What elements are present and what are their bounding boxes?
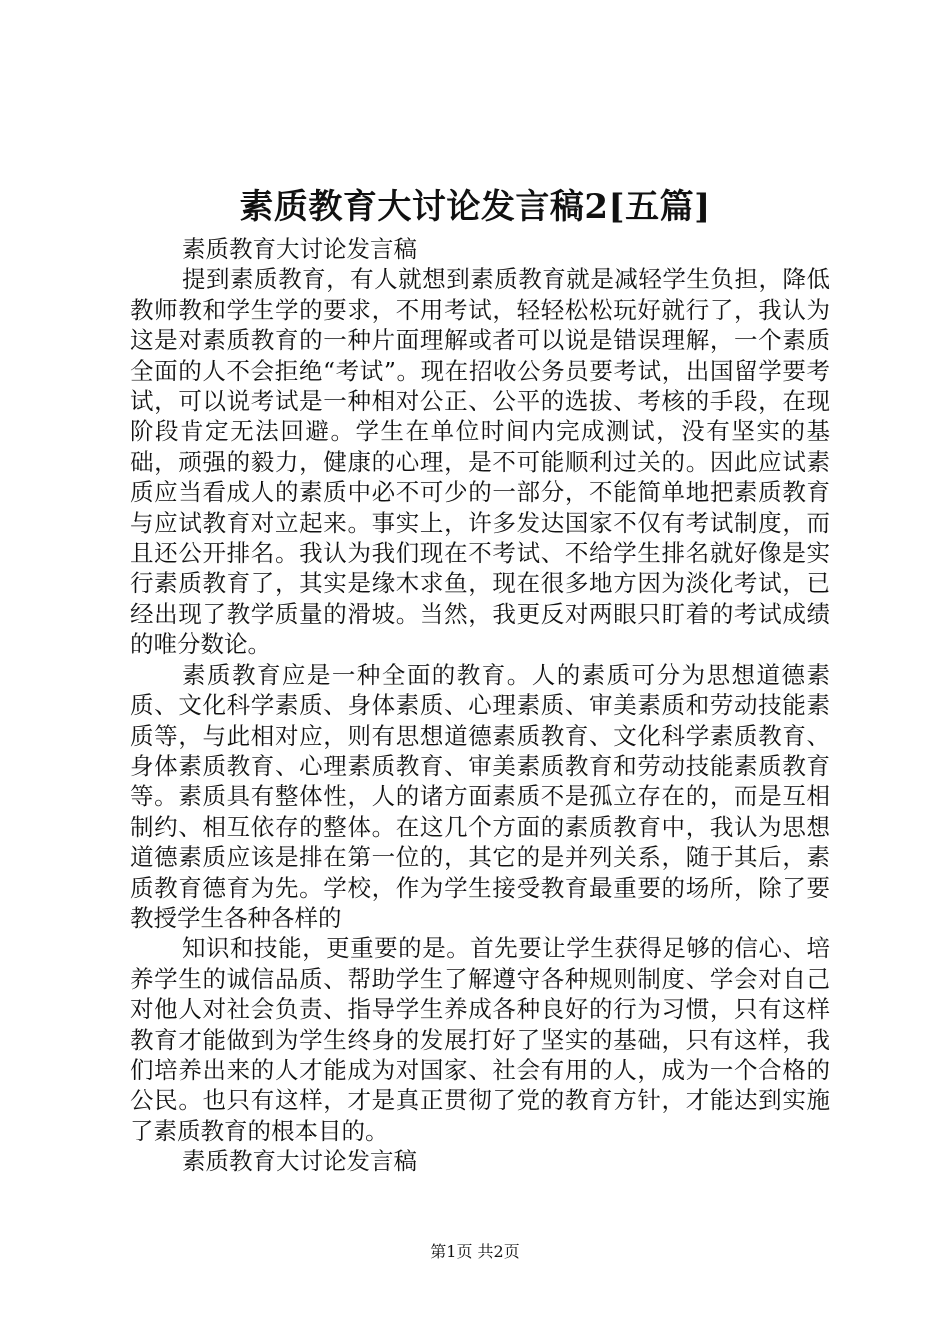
paragraph: 提到素质教育，有人就想到素质教育就是减轻学生负担，降低教师教和学生学的要求，不用考试，轻轻松松玩好就行了，我认为这是对素质教育的一种片面理解或者可以说是错误理解，一个素质全面的人不会拒绝“考试”。现在招收公务员要考试，出国留学要考试，可以说考试是一种相对公正、公平的选拔、考核的手段，在现阶段肯定无法回避。学生在单位时间内完成测试，没有坚实的基础，顽强的毅力，健康的心理，是不可能顺利过关的。因此应试素质应当看成人的素质中必不可少的一部分，不能简单地把素质教育与应试教育对立起来。事实上，许多发达国家不仅有考试制度，而且还公开排名。我认为我们现在不考试、不给学生排名就好像是实行素质教育了，其实是缘木求鱼，现在很多地方因为淡化考试，已经出现了教学质量的滑坡。当然，我更反对两眼只盯着的考试成绩的唯分数论。: [130, 265, 830, 659]
document-title: 素质教育大讨论发言稿2[五篇]: [239, 187, 711, 227]
paragraph-heading: 素质教育大讨论发言稿: [182, 235, 417, 263]
document-body: [130, 234, 830, 1177]
paragraph-heading: 素质教育大讨论发言稿: [182, 1147, 417, 1176]
paragraph: 素质教育应是一种全面的教育。人的素质可分为思想道德素质、文化科学素质、身体素质、心理素质、审美素质和劳动技能素质等，与此相对应，则有思想道德素质教育、文化科学素质教育、身体素质教育、心理素质教育、审美素质教育和劳动技能素质教育等。素质具有整体性，人的诸方面素质不是孤立存在的，而是互相制约、相互依存的整体。在这几个方面的素质教育中，我认为思想道德素质应该是排在第一位的，其它的是并列关系，随于其后，素质教育德育为先。学校，作为学生接受教育最重要的场所，除了要教授学生各种各样的: [130, 660, 830, 932]
page-number-footer: 第1页 共2页: [430, 1242, 520, 1261]
paragraph: 知识和技能，更重要的是。首先要让学生获得足够的信心、培养学生的诚信品质、帮助学生了解遵守各种规则制度、学会对自己对他人对社会负责、指导学生养成各种良好的行为习惯，只有这样教育才能做到为学生终身的发展打好了坚实的基础，只有这样，我们培养出来的人才能成为对国家、社会有用的人，成为一个合格的公民。也只有这样，才是真正贯彻了党的教育方针，才能达到实施了素质教育的根本目的。: [130, 934, 830, 1145]
